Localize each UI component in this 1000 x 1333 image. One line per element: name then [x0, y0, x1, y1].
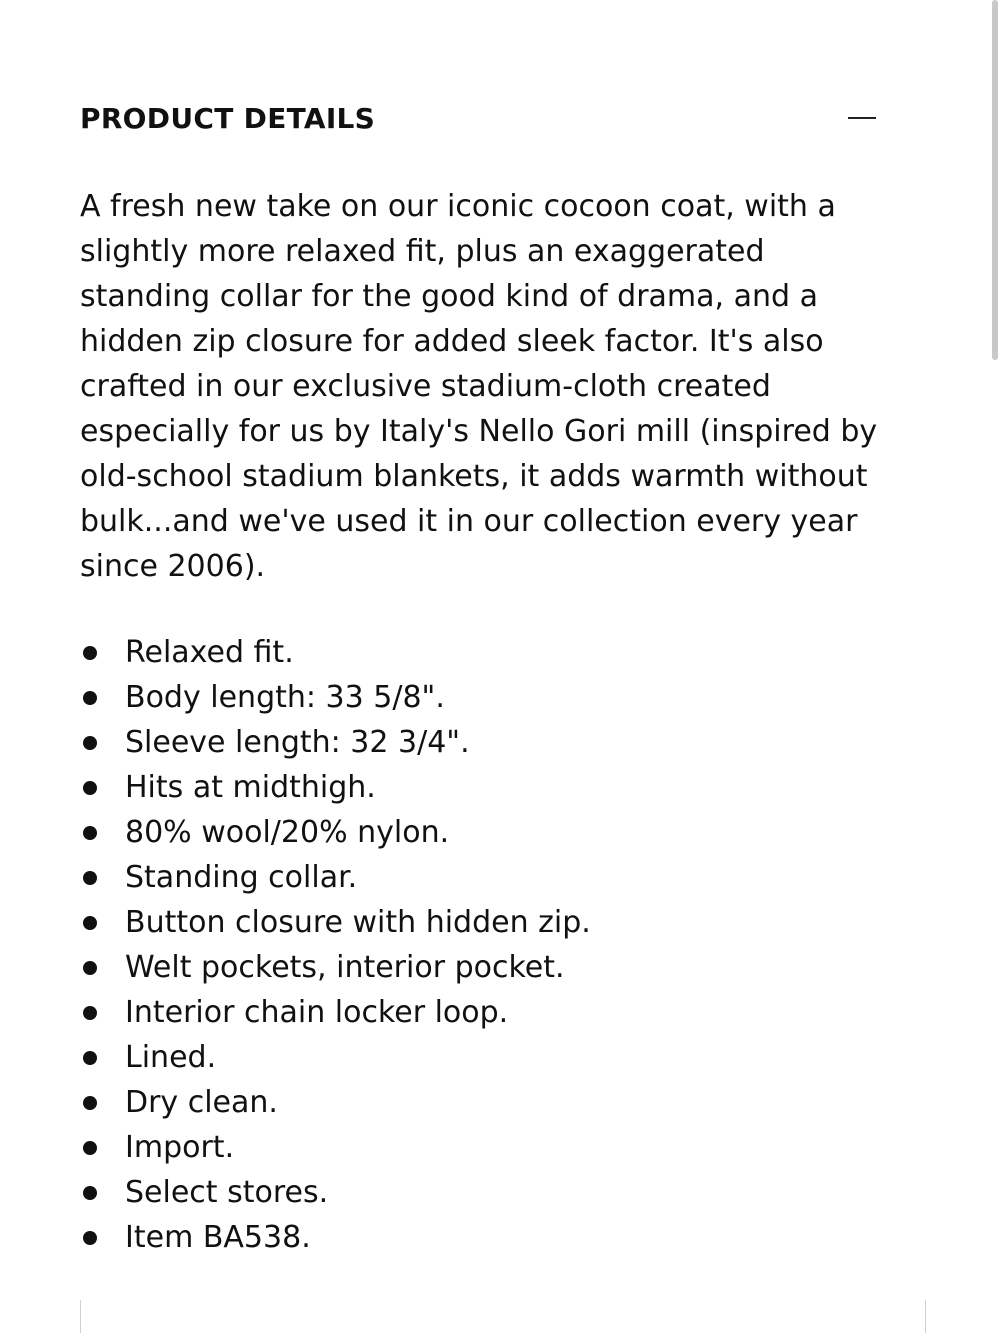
product-details-title: PRODUCT DETAILS [80, 101, 376, 135]
list-item: Relaxed fit. [80, 630, 880, 675]
product-description: A fresh new take on our iconic cocoon coat, with a slightly more relaxed fit, plus an exaggerated standing collar for the good kind of drama, and a hidden zip closure for added sleek factor. It's also crafted in our exclusive stadium-cloth created especially for us by Italy's Nello Gori mill (inspired by old-school stadium blankets, it adds warmth without bulk...and we've used it in our collection every year since 2006). [80, 189, 878, 584]
minus-icon-bar [848, 117, 876, 119]
right-divider [925, 1300, 926, 1333]
list-item: Item BA538. [80, 1215, 880, 1260]
list-item: Hits at midthigh. [80, 765, 880, 810]
vertical-scrollbar[interactable] [992, 0, 998, 360]
list-item: Dry clean. [80, 1080, 880, 1125]
list-item: Interior chain locker loop. [80, 990, 880, 1035]
list-item: Import. [80, 1125, 880, 1170]
list-item: Button closure with hidden zip. [80, 900, 880, 945]
list-item: Body length: 33 5/8". [80, 675, 880, 720]
list-item: Standing collar. [80, 855, 880, 900]
left-divider [80, 1300, 81, 1333]
list-item: Lined. [80, 1035, 880, 1080]
minus-icon[interactable] [846, 103, 876, 133]
list-item: Sleeve length: 32 3/4". [80, 720, 880, 765]
list-item: 80% wool/20% nylon. [80, 810, 880, 855]
list-item: Welt pockets, interior pocket. [80, 945, 880, 990]
product-features-list [80, 630, 880, 1260]
product-details-toggle[interactable] [80, 96, 880, 140]
list-item: Select stores. [80, 1170, 880, 1215]
